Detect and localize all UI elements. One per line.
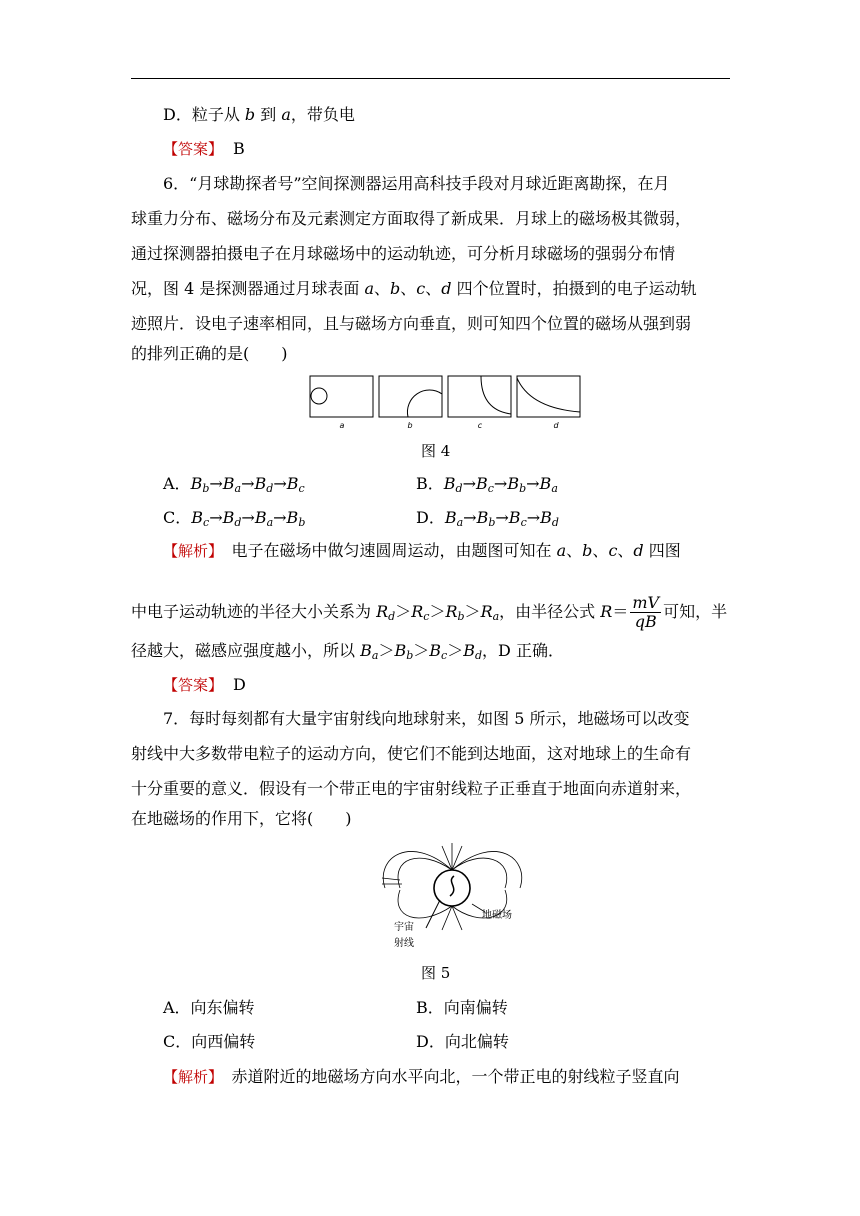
q6-line-1: 6．“月球勘探者号”空间探测器运用高科技手段对月球近距离勘探，在月 <box>163 174 670 193</box>
q7-option-c: C．向西偏转 <box>163 1032 256 1051</box>
panel-c <box>448 376 511 417</box>
q7-line-2: 射线中大多数带电粒子的运动方向，使它们不能到达地面，这对地球上的生命有 <box>131 744 692 763</box>
q6-option-b: B．$B_d\to B_c\to B_b\to B_a$ <box>416 474 558 495</box>
q6-line-6: 的排列正确的是( ) <box>131 344 288 363</box>
figure-4-caption: 图 4 <box>421 442 451 460</box>
label-b: b <box>407 421 413 430</box>
figure-5-caption: 图 5 <box>421 964 451 982</box>
q7-line-4: 在地磁场的作用下，它将( ) <box>131 809 352 828</box>
q7-option-b: B．向南偏转 <box>416 998 508 1017</box>
trajectory-d <box>517 378 580 412</box>
label-c: c <box>477 421 483 430</box>
analysis-label: 【解析】 <box>163 1068 216 1086</box>
q6-line-3: 通过探测器拍摄电子在月球磁场中的运动轨迹，可分析月球磁场的强弱分布情 <box>131 244 676 263</box>
answer-value: D <box>233 675 246 694</box>
radius-formula: $\frac{mV}{qB}$ <box>632 593 660 631</box>
q7-line-3: 十分重要的意义．假设有一个带正电的宇宙射线粒子正垂直于地面向赤道射来， <box>131 779 692 798</box>
q6-option-c: C．$B_c\to B_d\to B_a\to B_b$ <box>163 508 306 529</box>
trajectory-c <box>481 376 511 414</box>
q6-line-2: 球重力分布、磁场分布及元素测定方面取得了新成果．月球上的磁场极其微弱， <box>131 209 692 228</box>
panel-a <box>310 376 373 417</box>
q6-option-d: D．$B_a\to B_b\to B_c\to B_d$ <box>416 508 559 529</box>
label-field: 地磁场 <box>482 910 512 921</box>
q7-option-d: D．向北偏转 <box>416 1032 509 1051</box>
q6-line-5: 迹照片．设电子速率相同，且与磁场方向垂直，则可知四个位置的磁场从强到弱 <box>131 314 692 333</box>
answer-label: 【答案】 <box>163 676 224 694</box>
trajectory-b <box>407 390 442 417</box>
answer-value: B <box>233 139 245 158</box>
figure-5 <box>380 838 540 953</box>
q7-analysis-1: 【解析】 赤道附近的地磁场方向水平向北，一个带正电的射线粒子竖直向 <box>163 1067 680 1086</box>
label-a: a <box>339 421 345 430</box>
q6-option-a: A．$B_b\to B_a\to B_d\to B_c$ <box>163 474 305 495</box>
answer-label: 【答案】 <box>163 140 224 158</box>
label-ray-2: 射线 <box>394 938 414 949</box>
label-ray-1: 宇宙 <box>394 922 414 933</box>
trajectory-a <box>311 388 327 404</box>
q6-analysis-2: 中电子运动轨迹的半径大小关系为 $R_d>R_c>R_b>R_a$，由半径公式 R＝ $\frac{mV}{qB}$ 可知，半 <box>131 593 728 631</box>
q5-option-d: D．粒子从 b 到 a，带负电 <box>163 105 355 124</box>
figure-4 <box>300 372 590 432</box>
q5-answer <box>163 138 245 160</box>
label-d: d <box>553 421 559 430</box>
panel-b <box>379 376 442 417</box>
q6-analysis-1: 【解析】 电子在磁场中做匀速圆周运动，由题图可知在 a、b、c、d 四图 <box>163 541 681 560</box>
q6-analysis-3: 径越大，磁感应强度越小，所以 $B_a>B_b>B_c>B_d$，D 正确． <box>131 641 564 662</box>
q6-answer <box>163 674 246 696</box>
q7-option-a: A．向东偏转 <box>163 998 255 1017</box>
q6-line-4: 况，图 4 是探测器通过月球表面 a、b、c、d 四个位置时，拍摄到的电子运动轨 <box>131 279 697 298</box>
header-rule <box>131 78 730 79</box>
q7-line-1: 7．每时每刻都有大量宇宙射线向地球射来，如图 5 所示，地磁场可以改变 <box>163 709 690 728</box>
analysis-label: 【解析】 <box>163 542 216 560</box>
